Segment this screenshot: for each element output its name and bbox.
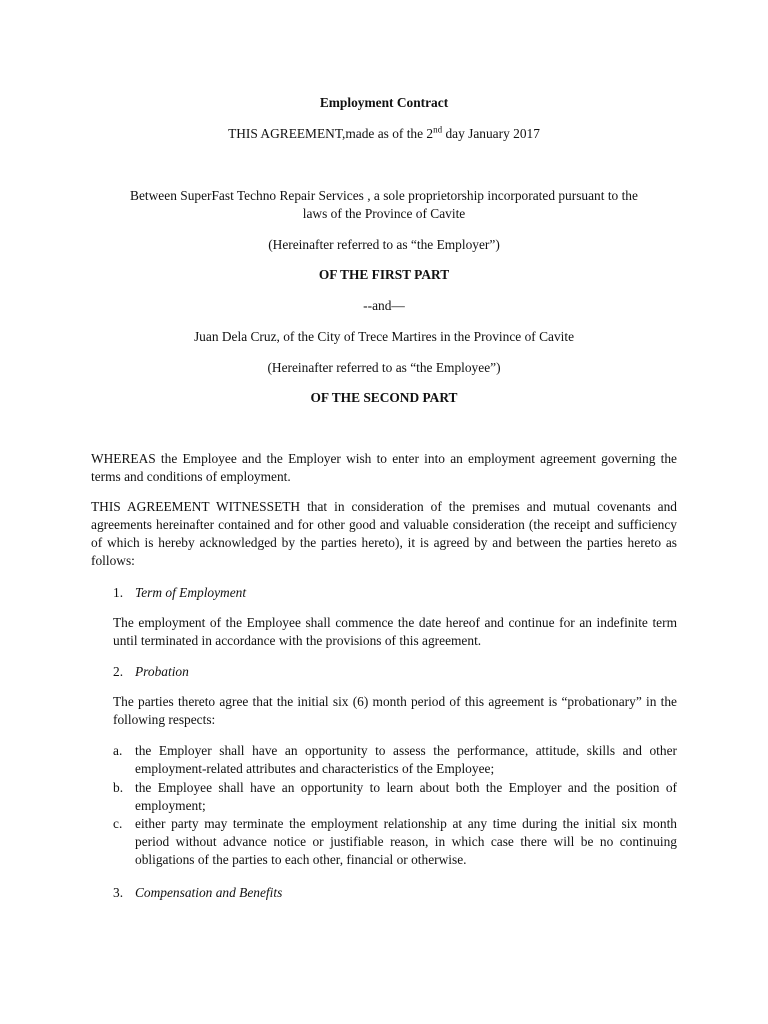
section-3-heading: Compensation and Benefits	[135, 885, 283, 900]
section-2-body: The parties thereto agree that the initial six (6) month period of this agreement is “probationary” in the following respects:	[113, 694, 677, 727]
list-item-b-marker: b.	[113, 780, 124, 795]
employee-reference: (Hereinafter referred to as “the Employee”)	[267, 360, 501, 375]
section-2-number: 2.	[113, 664, 124, 679]
witnesseth-paragraph: THIS AGREEMENT WITNESSETH that in consideration of the premises and mutual covenants and agreements hereinafter contained and for other good and valuable consideration (the receipt and sufficiency of which is hereby acknowledged by the parties hereto), it is agreed by and between the parties hereto as follows:	[91, 499, 677, 568]
employer-reference: (Hereinafter referred to as “the Employer”)	[268, 237, 500, 252]
section-1-body: The employment of the Employee shall commence the date hereof and continue for an indefinite term until terminated in accordance with the provisions of this agreement.	[113, 615, 677, 648]
section-1-heading: Term of Employment	[135, 585, 247, 600]
list-item-c: either party may terminate the employment relationship at any time during the initial six month period without advance notice or justifiable reason, in which case there will be no continuing obligations of the parties to each other, financial or otherwise.	[135, 816, 677, 867]
list-item-c-marker: c.	[113, 816, 123, 831]
list-item-a: the Employer shall have an opportunity to assess the performance, attitude, skills and other employment-related attributes and characteristics of the Employee;	[135, 743, 677, 776]
agreement-line-end: day January 2017	[442, 126, 540, 141]
list-item-a-marker: a.	[113, 743, 123, 758]
list-item-b: the Employee shall have an opportunity to learn about both the Employer and the position of employment;	[135, 780, 677, 813]
between-line-1: Between SuperFast Techno Repair Services , a sole proprietorship incorporated pursuant to the	[130, 188, 638, 203]
and-separator: --and—	[363, 298, 405, 313]
section-2-heading: Probation	[135, 664, 189, 679]
document-title: Employment Contract	[319, 95, 449, 110]
whereas-paragraph: WHEREAS the Employee and the Employer wish to enter into an employment agreement governing the terms and conditions of employment.	[91, 451, 677, 484]
employee-line: Juan Dela Cruz, of the City of Trece Martires in the Province of Cavite	[193, 329, 575, 344]
agreement-line-start: THIS AGREEMENT,made as of the 2	[228, 126, 434, 141]
section-3-number: 3.	[113, 885, 124, 900]
date-ordinal-suffix: nd	[433, 124, 443, 135]
between-line-2: laws of the Province of Cavite	[302, 206, 466, 221]
section-1-number: 1.	[113, 585, 124, 600]
first-part-heading: OF THE FIRST PART	[318, 267, 450, 282]
agreement-date-line	[90, 125, 678, 143]
second-part-heading: OF THE SECOND PART	[310, 390, 458, 405]
